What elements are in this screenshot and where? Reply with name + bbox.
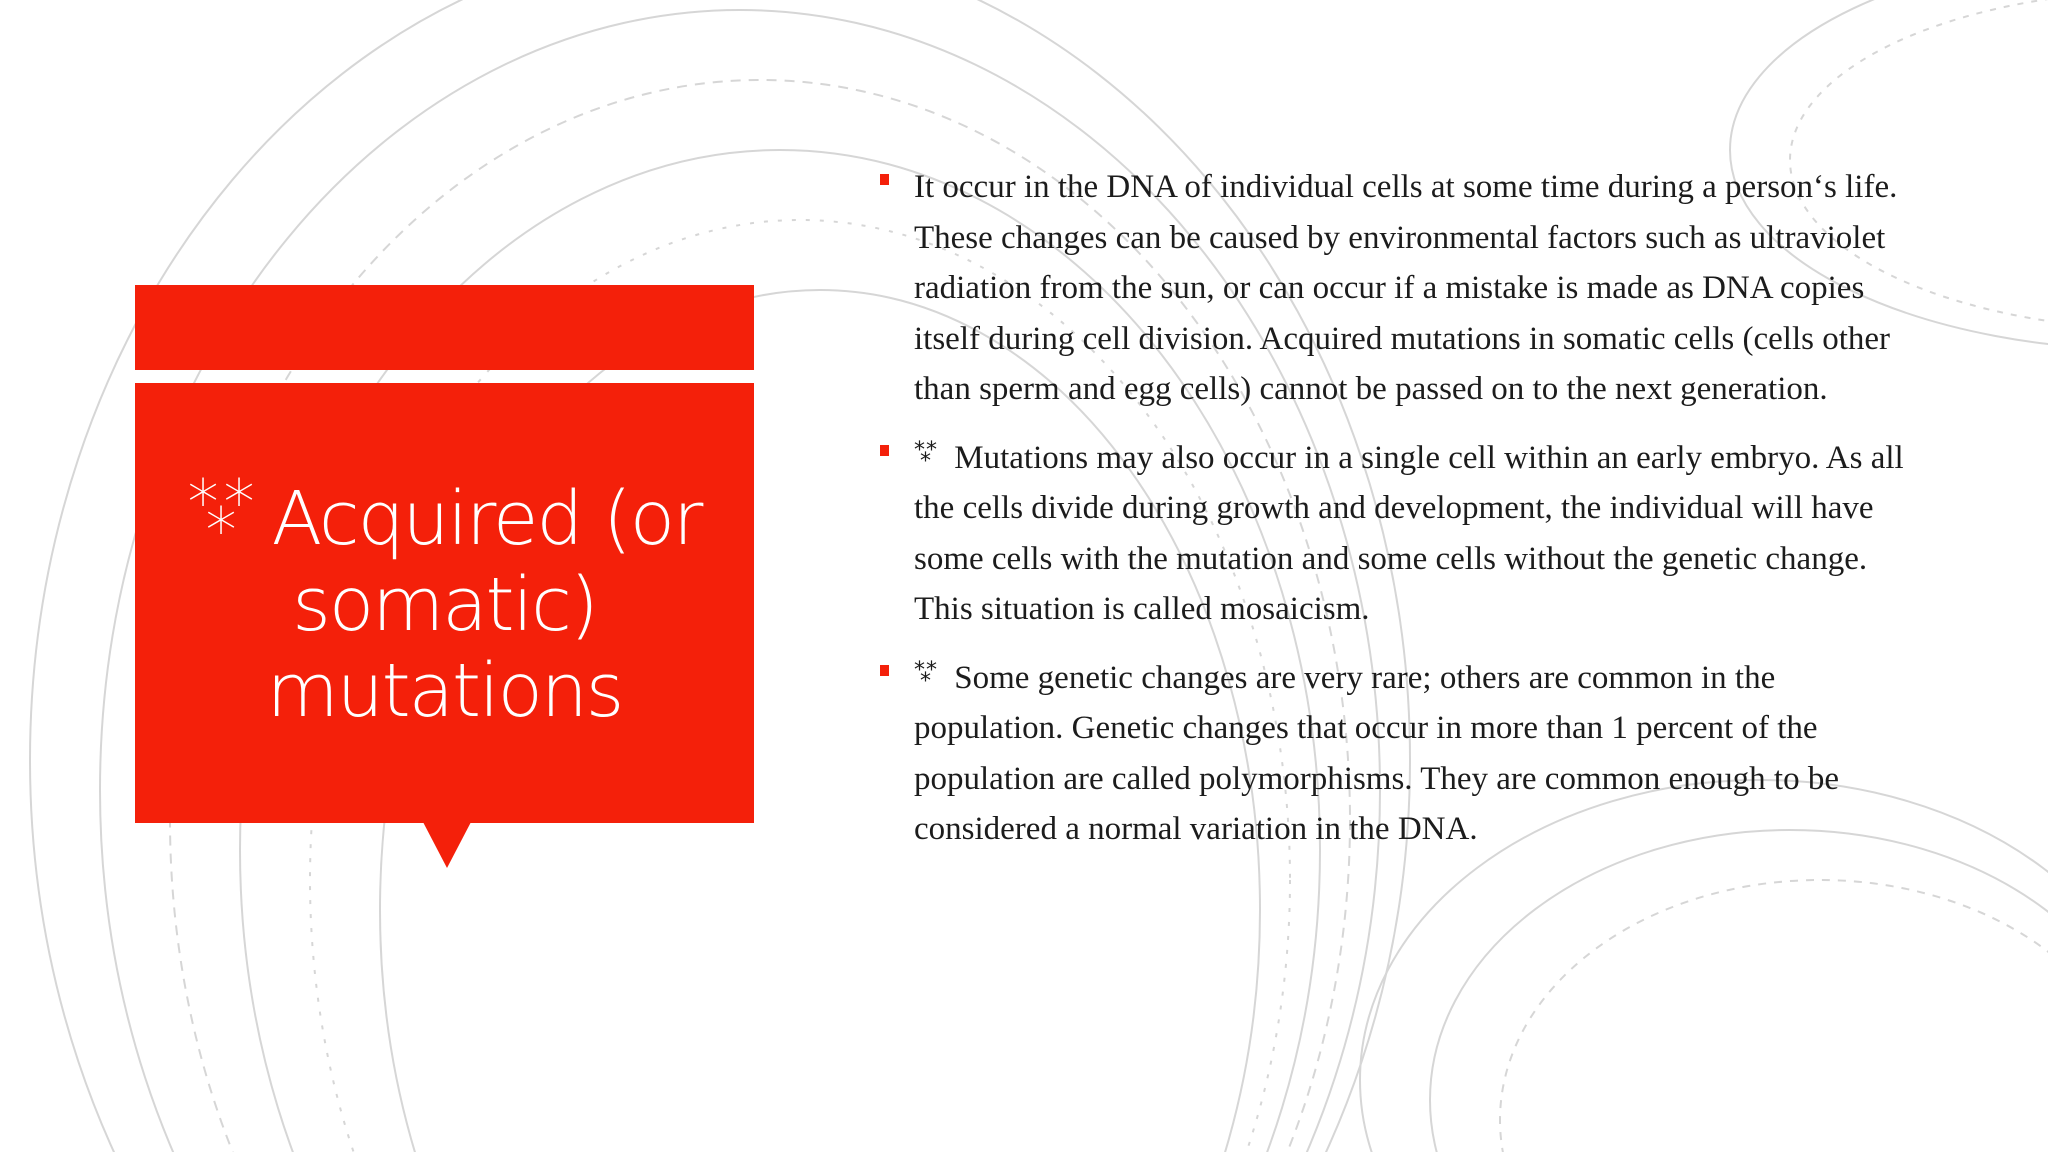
bullet-item xyxy=(880,653,1920,855)
triple-asterisk-icon: * * * xyxy=(187,466,253,567)
bullet-text: Mutations may also occur in a single cell within an early embryo. As all the cells divide during growth and development, the individual will have some cells with the mutation and some cells without the genetic change. This situation is called mosaicism. xyxy=(914,439,1904,627)
slide-title-container xyxy=(175,466,715,734)
title-accent-strip xyxy=(135,285,754,370)
bullet-square-icon xyxy=(880,665,889,676)
triple-asterisk-icon: * * * xyxy=(914,437,937,474)
bullet-text: It occur in the DNA of individual cells at some time during a person‘s life. These changes can be caused by environmental factors such as ultraviolet radiation from the sun, or can occur if a mistake is made as DNA copies itself during cell division. Acquired mutations in somatic cells (cells other than sperm and egg cells) cannot be passed on to the next generation. xyxy=(914,169,1898,407)
bullet-square-icon xyxy=(880,445,889,456)
bullet-square-icon xyxy=(880,174,889,185)
slide-title: Acquired (or somatic) mutations xyxy=(266,476,702,734)
title-callout-pointer xyxy=(423,822,471,868)
bullet-item xyxy=(880,433,1920,635)
bullet-list xyxy=(880,162,1920,873)
title-callout xyxy=(135,383,754,823)
bullet-item xyxy=(880,162,1920,415)
bullet-text: Some genetic changes are very rare; others are common in the population. Genetic changes that occur in more than 1 percent of the population are called polymorphisms. They are common enough to be considered a normal variation in the DNA. xyxy=(914,659,1839,847)
triple-asterisk-icon: * * * xyxy=(914,657,937,694)
